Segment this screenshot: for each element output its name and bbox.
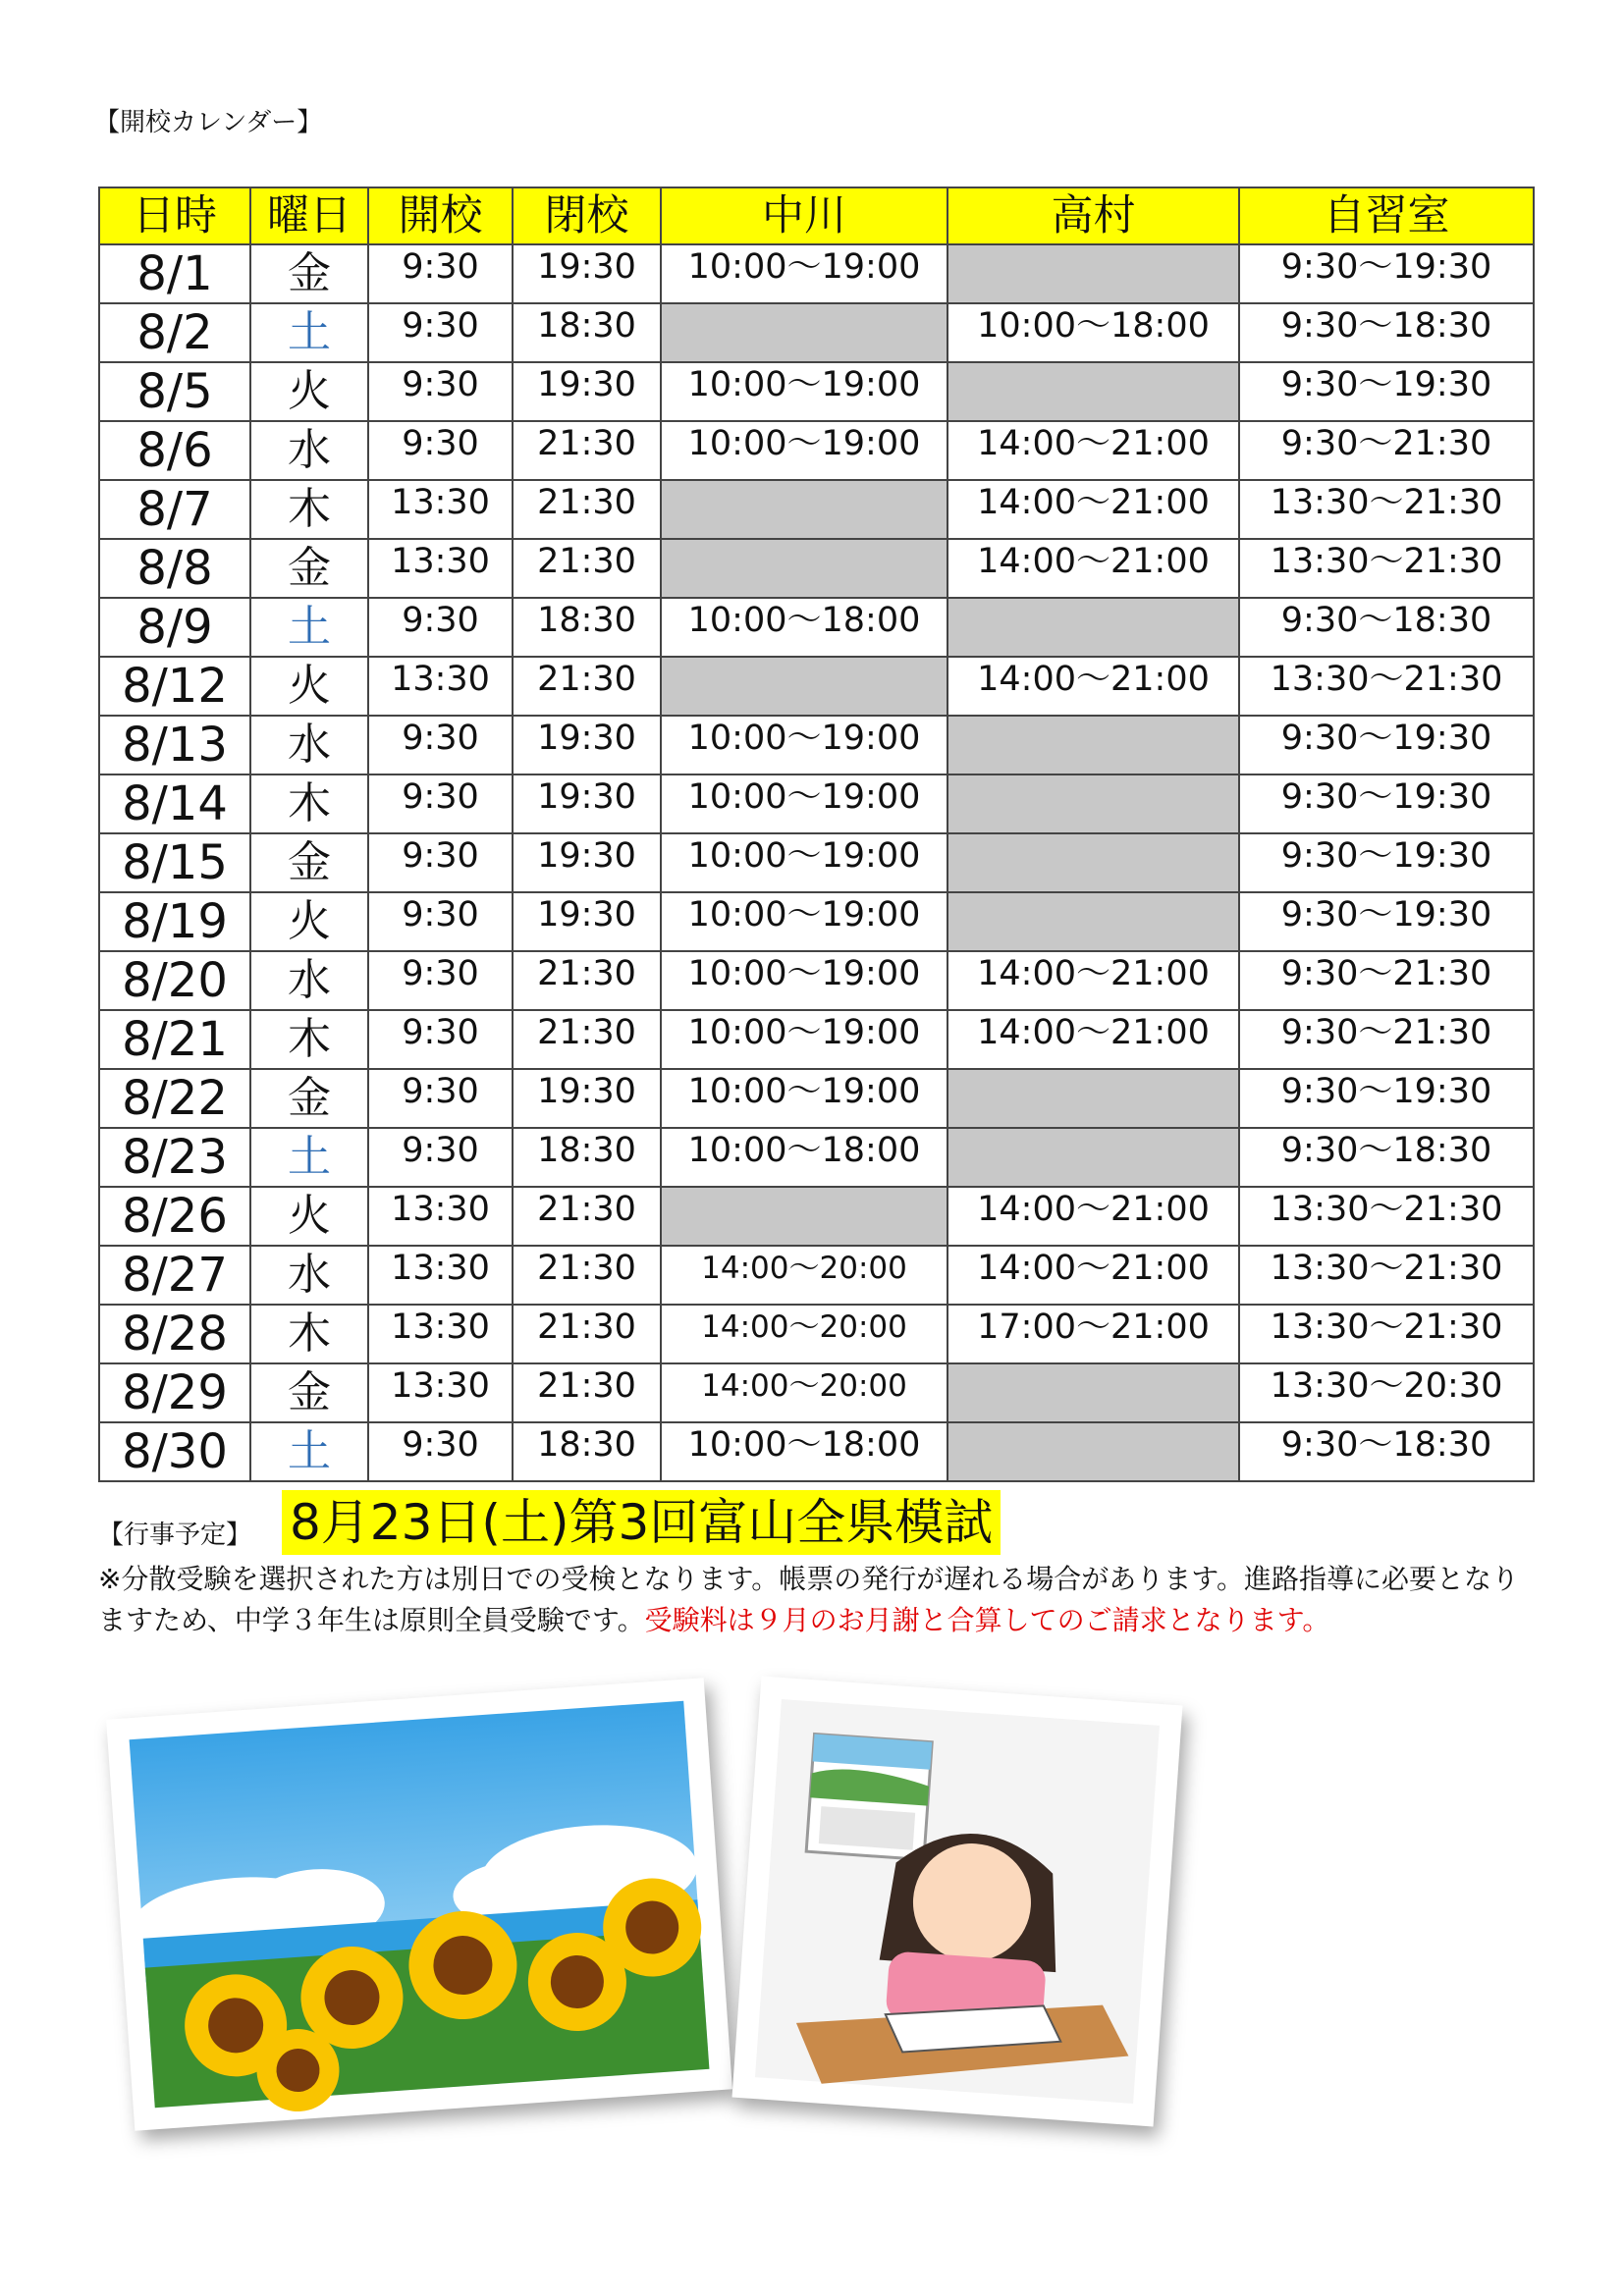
cell-close: 21:30	[513, 1246, 661, 1305]
student-photo	[732, 1677, 1183, 2127]
cell-open: 9:30	[368, 892, 513, 951]
table-row	[99, 1363, 1534, 1422]
cell-date: 8/1	[99, 244, 250, 303]
table-row	[99, 1128, 1534, 1187]
calendar-body	[99, 244, 1534, 1481]
sunflower-illustration	[106, 1678, 732, 2131]
header-study-room: 自習室	[1239, 187, 1534, 244]
calendar-icon	[806, 1734, 932, 1859]
cell-date: 8/12	[99, 657, 250, 716]
cell-open: 9:30	[368, 833, 513, 892]
cell-open: 9:30	[368, 303, 513, 362]
cell-day: 火	[250, 362, 368, 421]
table-row	[99, 1187, 1534, 1246]
table-row	[99, 303, 1534, 362]
cell-date: 8/7	[99, 480, 250, 539]
cell-close: 21:30	[513, 1305, 661, 1363]
header-close: 閉校	[513, 187, 661, 244]
cell-day: 金	[250, 1069, 368, 1128]
cell-open: 9:30	[368, 244, 513, 303]
cell-open: 9:30	[368, 598, 513, 657]
cell-study-room: 9:30～19:30	[1239, 1069, 1534, 1128]
table-row	[99, 1010, 1534, 1069]
cell-date: 8/15	[99, 833, 250, 892]
table-row	[99, 892, 1534, 951]
cell-open: 9:30	[368, 362, 513, 421]
cell-takamura: 14:00～21:00	[947, 951, 1239, 1010]
cell-study-room: 13:30～21:30	[1239, 539, 1534, 598]
cell-date: 8/23	[99, 1128, 250, 1187]
cell-close: 19:30	[513, 716, 661, 774]
table-row	[99, 480, 1534, 539]
cell-takamura: 10:00～18:00	[947, 303, 1239, 362]
cell-nakagawa	[661, 539, 947, 598]
cell-close: 18:30	[513, 303, 661, 362]
header-nakagawa: 中川	[661, 187, 947, 244]
header-day: 曜日	[250, 187, 368, 244]
cell-takamura: 14:00～21:00	[947, 539, 1239, 598]
table-row	[99, 774, 1534, 833]
cell-open: 13:30	[368, 1246, 513, 1305]
cell-date: 8/26	[99, 1187, 250, 1246]
table-row	[99, 1422, 1534, 1481]
cell-takamura	[947, 362, 1239, 421]
cell-nakagawa: 10:00～19:00	[661, 1010, 947, 1069]
cell-close: 19:30	[513, 244, 661, 303]
cell-day: 水	[250, 1246, 368, 1305]
cell-day: 火	[250, 892, 368, 951]
cell-day: 金	[250, 833, 368, 892]
table-row	[99, 1069, 1534, 1128]
cell-study-room: 9:30～19:30	[1239, 362, 1534, 421]
cell-takamura: 14:00～21:00	[947, 1010, 1239, 1069]
cell-day: 水	[250, 716, 368, 774]
cell-date: 8/22	[99, 1069, 250, 1128]
cell-close: 21:30	[513, 539, 661, 598]
cell-date: 8/14	[99, 774, 250, 833]
cell-close: 18:30	[513, 1422, 661, 1481]
student-illustration	[732, 1677, 1183, 2127]
cell-nakagawa: 10:00～19:00	[661, 774, 947, 833]
cell-date: 8/30	[99, 1422, 250, 1481]
table-row	[99, 421, 1534, 480]
cell-study-room: 9:30～18:30	[1239, 1128, 1534, 1187]
cell-study-room: 9:30～19:30	[1239, 833, 1534, 892]
cell-open: 13:30	[368, 539, 513, 598]
calendar-table	[98, 187, 1535, 1482]
cell-date: 8/28	[99, 1305, 250, 1363]
cell-takamura: 14:00～21:00	[947, 421, 1239, 480]
cell-nakagawa: 10:00～18:00	[661, 1422, 947, 1481]
cell-takamura	[947, 774, 1239, 833]
cell-open: 9:30	[368, 951, 513, 1010]
cell-close: 21:30	[513, 657, 661, 716]
cell-study-room: 13:30～21:30	[1239, 1305, 1534, 1363]
cell-day: 火	[250, 1187, 368, 1246]
event-title: 8月23日(土)第3回富山全県模試	[282, 1490, 1001, 1555]
cell-day: 土	[250, 1422, 368, 1481]
cell-day: 木	[250, 1305, 368, 1363]
cell-study-room: 9:30～18:30	[1239, 1422, 1534, 1481]
cell-day: 土	[250, 1128, 368, 1187]
cell-nakagawa: 14:00～20:00	[661, 1246, 947, 1305]
event-note-text: ※分散受験を選択された方は別日での受検となります。帳票の発行が遅れる場合があります。進路指導に必要となりますため、中学３年生は原則全員受験です。	[98, 1563, 1519, 1636]
cell-close: 21:30	[513, 951, 661, 1010]
cell-takamura: 14:00～21:00	[947, 1246, 1239, 1305]
cell-day: 火	[250, 657, 368, 716]
cell-study-room: 13:30～20:30	[1239, 1363, 1534, 1422]
table-row	[99, 716, 1534, 774]
table-row	[99, 539, 1534, 598]
cell-takamura	[947, 1363, 1239, 1422]
cell-date: 8/21	[99, 1010, 250, 1069]
cell-date: 8/8	[99, 539, 250, 598]
cell-date: 8/27	[99, 1246, 250, 1305]
cell-date: 8/9	[99, 598, 250, 657]
table-row	[99, 1305, 1534, 1363]
cell-close: 19:30	[513, 362, 661, 421]
cell-day: 土	[250, 598, 368, 657]
cell-open: 9:30	[368, 774, 513, 833]
cell-nakagawa: 10:00～18:00	[661, 1128, 947, 1187]
cell-close: 21:30	[513, 421, 661, 480]
cell-study-room: 9:30～19:30	[1239, 892, 1534, 951]
cell-study-room: 9:30～19:30	[1239, 244, 1534, 303]
table-header-row	[99, 187, 1534, 244]
cell-date: 8/13	[99, 716, 250, 774]
cell-nakagawa: 14:00～20:00	[661, 1363, 947, 1422]
table-row	[99, 598, 1534, 657]
cell-study-room: 9:30～19:30	[1239, 774, 1534, 833]
cell-takamura	[947, 244, 1239, 303]
cell-day: 土	[250, 303, 368, 362]
cell-study-room: 13:30～21:30	[1239, 1246, 1534, 1305]
cell-close: 19:30	[513, 833, 661, 892]
cell-open: 9:30	[368, 1069, 513, 1128]
cell-nakagawa: 10:00～19:00	[661, 716, 947, 774]
cell-takamura	[947, 1128, 1239, 1187]
cell-takamura	[947, 1422, 1239, 1481]
cell-open: 13:30	[368, 657, 513, 716]
cell-takamura	[947, 598, 1239, 657]
cell-open: 9:30	[368, 1010, 513, 1069]
cell-nakagawa	[661, 303, 947, 362]
cell-nakagawa: 10:00～19:00	[661, 362, 947, 421]
cell-study-room: 9:30～18:30	[1239, 598, 1534, 657]
cell-nakagawa: 10:00～19:00	[661, 421, 947, 480]
calendar-section-title: 【開校カレンダー】	[94, 108, 323, 137]
cell-open: 13:30	[368, 1187, 513, 1246]
header-date: 日時	[99, 187, 250, 244]
cell-open: 9:30	[368, 1128, 513, 1187]
cell-day: 水	[250, 951, 368, 1010]
cell-takamura	[947, 716, 1239, 774]
cell-nakagawa	[661, 480, 947, 539]
cell-takamura	[947, 892, 1239, 951]
cell-open: 9:30	[368, 1422, 513, 1481]
cell-study-room: 13:30～21:30	[1239, 657, 1534, 716]
table-row	[99, 833, 1534, 892]
cell-open: 13:30	[368, 480, 513, 539]
cell-day: 金	[250, 539, 368, 598]
cell-close: 21:30	[513, 1187, 661, 1246]
cell-open: 9:30	[368, 421, 513, 480]
table-row	[99, 1246, 1534, 1305]
cell-nakagawa: 10:00～18:00	[661, 598, 947, 657]
cell-nakagawa: 10:00～19:00	[661, 244, 947, 303]
table-row	[99, 657, 1534, 716]
cell-day: 木	[250, 774, 368, 833]
cell-nakagawa	[661, 1187, 947, 1246]
cell-open: 13:30	[368, 1305, 513, 1363]
event-note	[98, 1559, 1542, 1641]
cell-takamura	[947, 833, 1239, 892]
cell-date: 8/2	[99, 303, 250, 362]
cell-study-room: 9:30～21:30	[1239, 1010, 1534, 1069]
table-row	[99, 362, 1534, 421]
cell-nakagawa: 10:00～19:00	[661, 951, 947, 1010]
cell-close: 21:30	[513, 480, 661, 539]
table-row	[99, 244, 1534, 303]
cell-study-room: 9:30～19:30	[1239, 716, 1534, 774]
cell-close: 19:30	[513, 892, 661, 951]
cell-date: 8/20	[99, 951, 250, 1010]
cell-date: 8/29	[99, 1363, 250, 1422]
header-open: 開校	[368, 187, 513, 244]
sunflower-photo	[106, 1678, 732, 2131]
cell-date: 8/6	[99, 421, 250, 480]
cell-date: 8/19	[99, 892, 250, 951]
cell-day: 木	[250, 1010, 368, 1069]
cell-close: 19:30	[513, 1069, 661, 1128]
cell-study-room: 9:30～21:30	[1239, 421, 1534, 480]
cell-date: 8/5	[99, 362, 250, 421]
cell-study-room: 9:30～18:30	[1239, 303, 1534, 362]
cell-study-room: 13:30～21:30	[1239, 480, 1534, 539]
cell-close: 18:30	[513, 1128, 661, 1187]
event-note-fee: 受験料は９月のお月謝と合算してのご請求となります。	[644, 1604, 1330, 1636]
cell-takamura: 17:00～21:00	[947, 1305, 1239, 1363]
cell-day: 金	[250, 244, 368, 303]
cell-nakagawa: 10:00～19:00	[661, 833, 947, 892]
cell-nakagawa: 14:00～20:00	[661, 1305, 947, 1363]
cell-nakagawa	[661, 657, 947, 716]
cell-takamura: 14:00～21:00	[947, 657, 1239, 716]
event-label: 【行事予定】	[98, 1521, 252, 1550]
cell-takamura: 14:00～21:00	[947, 1187, 1239, 1246]
cell-close: 21:30	[513, 1010, 661, 1069]
header-takamura: 高村	[947, 187, 1239, 244]
cell-day: 水	[250, 421, 368, 480]
cell-study-room: 13:30～21:30	[1239, 1187, 1534, 1246]
cell-takamura	[947, 1069, 1239, 1128]
cell-nakagawa: 10:00～19:00	[661, 892, 947, 951]
cell-day: 金	[250, 1363, 368, 1422]
cell-study-room: 9:30～21:30	[1239, 951, 1534, 1010]
cell-day: 木	[250, 480, 368, 539]
cell-open: 13:30	[368, 1363, 513, 1422]
table-row	[99, 951, 1534, 1010]
cell-nakagawa: 10:00～19:00	[661, 1069, 947, 1128]
cell-close: 21:30	[513, 1363, 661, 1422]
cell-open: 9:30	[368, 716, 513, 774]
cell-close: 18:30	[513, 598, 661, 657]
cell-takamura: 14:00～21:00	[947, 480, 1239, 539]
cell-close: 19:30	[513, 774, 661, 833]
